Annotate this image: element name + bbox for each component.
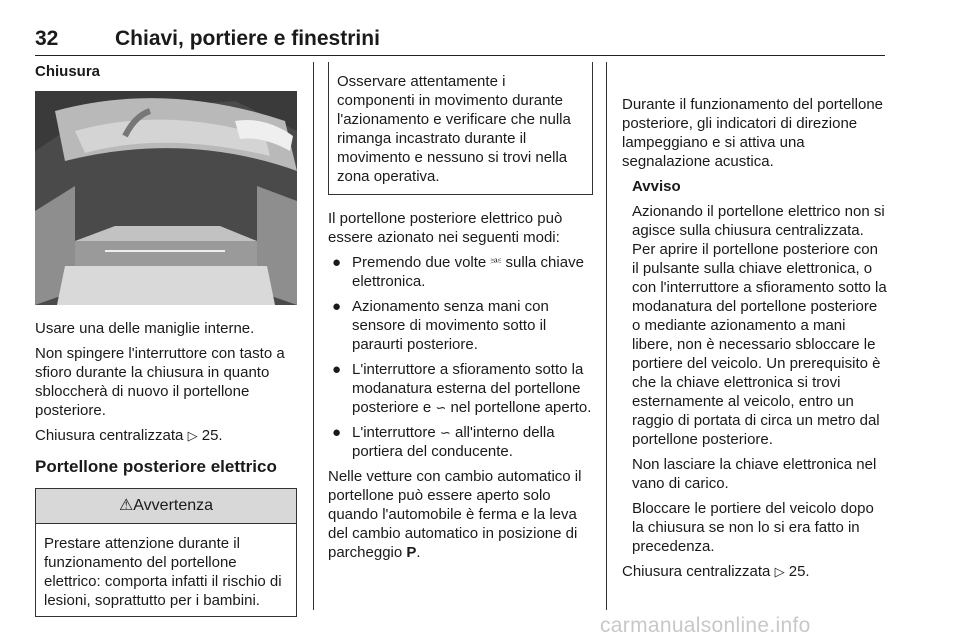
page-reference-icon: ▷ (774, 564, 785, 579)
page-number: 32 (35, 27, 59, 50)
reference-text: Chiusura centralizzata (622, 563, 771, 580)
paragraph: Non spingere l'interruttore con tasto a sfioro durante la chiusura in quanto sbloccherà di nuovo il portellone posteriore. (35, 345, 285, 419)
bullet-icon: ● (332, 361, 342, 378)
warning-title: Avvertenza (133, 497, 214, 514)
tailgate-switch-icon: ∽ (435, 400, 447, 415)
cross-reference (622, 562, 887, 581)
page-reference-icon: ▷ (187, 428, 198, 443)
list-item: ● Azionamento senza mani con sensore di movimento sotto il paraurti posteriore. (332, 298, 549, 353)
list-item: ● Premendo due volte ⎃ sulla chiave elettronica. (332, 254, 584, 290)
reference-page: 25. (788, 563, 810, 580)
reference-page: 25. (201, 427, 223, 444)
paragraph: Non lasciare la chiave elettronica nel vano di carico. (632, 456, 877, 492)
operation-list (328, 253, 593, 461)
paragraph: Durante il funzionamento del portellone posteriore, gli indicatori di direzione lampeggiano e si attiva una segnalazione acustica. (622, 96, 883, 170)
tailgate-photo (35, 91, 297, 305)
bullet-icon: ● (332, 254, 342, 271)
paragraph: Il portellone posteriore elettrico può essere azionato nei seguenti modi: (328, 210, 563, 246)
note-block (622, 177, 887, 556)
page-header (35, 27, 885, 56)
chapter-title: Chiavi, portiere e finestrini (115, 27, 380, 50)
tailgate-switch-icon: ∽ (439, 425, 451, 440)
paragraph: Nelle vetture con cambio automatico il portellone può essere aperto solo quando l'automobile è ferma e la leva del cambio automatico in posizione di parcheggio P. (328, 468, 582, 561)
warning-text: Prestare attenzione durante il funzionamento del portellone elettrico: comporta infatti il rischio di lesioni, soprattutto per i bambini. (44, 535, 282, 609)
bullet-icon: ● (332, 298, 342, 315)
park-position-label: P (406, 544, 417, 561)
warning-header (36, 489, 296, 524)
paragraph: Bloccare le portiere del veicolo dopo la chiusura se non lo si era fatto in precedenza. (632, 500, 874, 555)
reference-text: Chiusura centralizzata (35, 427, 184, 444)
column-left (35, 62, 297, 617)
warning-triangle-icon: ⚠ (118, 497, 134, 514)
bullet-icon: ● (332, 424, 342, 441)
cross-reference (35, 426, 297, 445)
column-middle (328, 62, 593, 568)
watermark: carmanualsonline.info (600, 614, 811, 637)
note-heading: Avviso (632, 178, 681, 195)
tailgate-key-icon: ⎃ (490, 255, 502, 270)
warning-box-continued: Osservare attentamente i componenti in movimento durante l'azionamento e verificare che nulla rimanga incastrato durante il movimento e nessuno si trovi nella zona operativa. (328, 62, 593, 195)
column-right (622, 95, 887, 587)
warning-box (35, 488, 297, 617)
list-item: ● L'interruttore ∽ all'interno della portiera del conducente. (332, 424, 555, 460)
list-item: ● L'interruttore a sfioramento sotto la modanatura esterna del portellone posteriore e ∽ nel portellone aperto. (332, 361, 592, 416)
column-divider (606, 62, 607, 610)
column-divider (313, 62, 314, 610)
section-heading: Portellone posteriore elettrico (35, 457, 277, 476)
tailgate-photo-illustration (35, 91, 297, 305)
subheading-closing: Chiusura (35, 63, 101, 80)
paragraph: Usare una delle maniglie interne. (35, 320, 255, 337)
paragraph: Azionando il portellone elettrico non si agisce sulla chiusura centralizzata. Per aprire il portellone posteriore con il pulsante sulla chiave elettronica, o con l'interruttore a sfioramento sotto la modanatura del portellone posteriore o mediante azionamento a mani libere, non è necessario sbloccare le portiere del veicolo. Un prerequisito è che la chiave elettronica si trovi esternamente al veicolo, entro un raggio di portata di circa un metro dal portellone posteriore. (632, 203, 887, 448)
